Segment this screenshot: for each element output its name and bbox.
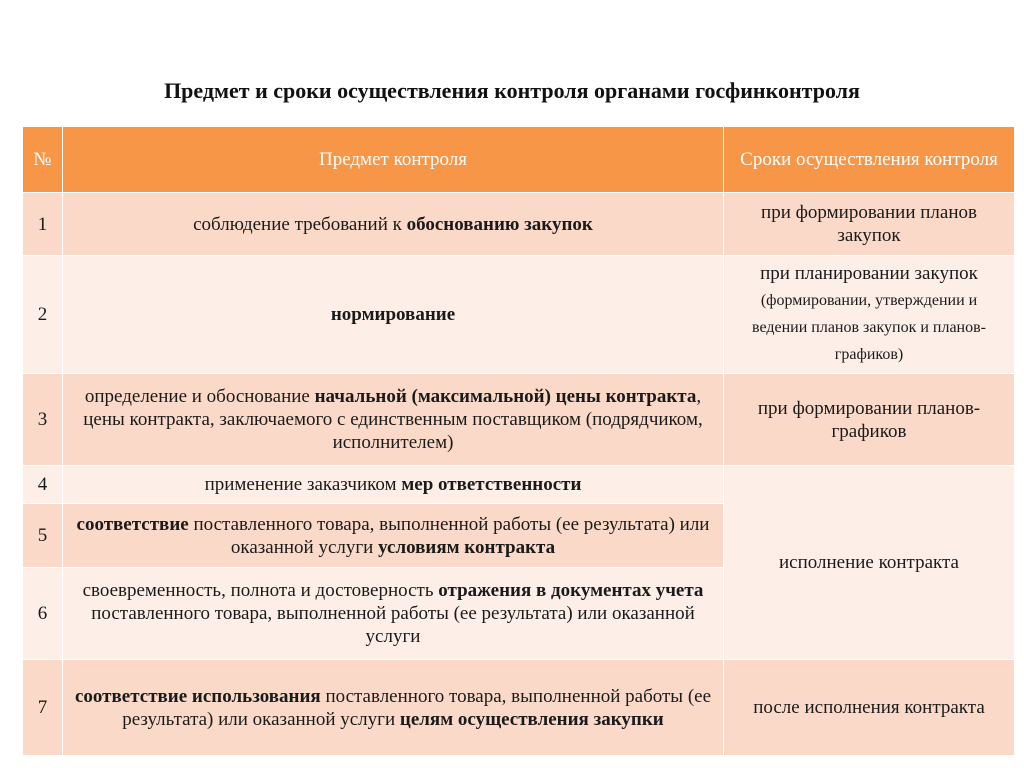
row-num: 4 [23,466,63,504]
row-subject: определение и обоснование начальной (максимальной) цены контракта, цены контракта, заключаемого с единственным поставщиком (подрядчиком, исполнителем) [63,374,724,466]
header-subject: Предмет контроля [63,127,724,193]
row-num: 5 [23,504,63,568]
row-subject: соответствие поставленного товара, выполненной работы (ее результата) или оказанной услуги условиям контракта [63,504,724,568]
row-num: 3 [23,374,63,466]
table-row [23,256,1015,374]
table-header-row [23,127,1015,193]
row-terms: при планировании закупок (формировании, утверждении и ведении планов закупок и планов-графиков) [724,256,1015,374]
row-num: 7 [23,660,63,756]
row-num: 1 [23,193,63,256]
row-terms: после исполнения контракта [724,660,1015,756]
row-subject: соответствие использования поставленного товара, выполненной работы (ее результата) или оказанной услуги целям осуществления закупки [63,660,724,756]
row-terms: при формировании планов закупок [724,193,1015,256]
row-subject: нормирование [63,256,724,374]
table-row [23,374,1015,466]
row-num: 2 [23,256,63,374]
table-row [23,466,1015,504]
control-table [22,126,1015,756]
table-row [23,193,1015,256]
header-terms: Сроки осуществления контроля [724,127,1015,193]
row-terms: исполнение контракта [724,466,1015,660]
row-subject: своевременность, полнота и достоверность отражения в документах учета поставленного товара, выполненной работы (ее результата) или оказанной услуги [63,568,724,660]
row-subject: соблюдение требований к обоснованию закупок [63,193,724,256]
row-subject: применение заказчиком мер ответственности [63,466,724,504]
table-row [23,660,1015,756]
row-num: 6 [23,568,63,660]
page-title: Предмет и сроки осуществления контроля органами госфинконтроля [164,78,860,103]
header-num: № [23,127,63,193]
row-terms: при формировании планов-графиков [724,374,1015,466]
